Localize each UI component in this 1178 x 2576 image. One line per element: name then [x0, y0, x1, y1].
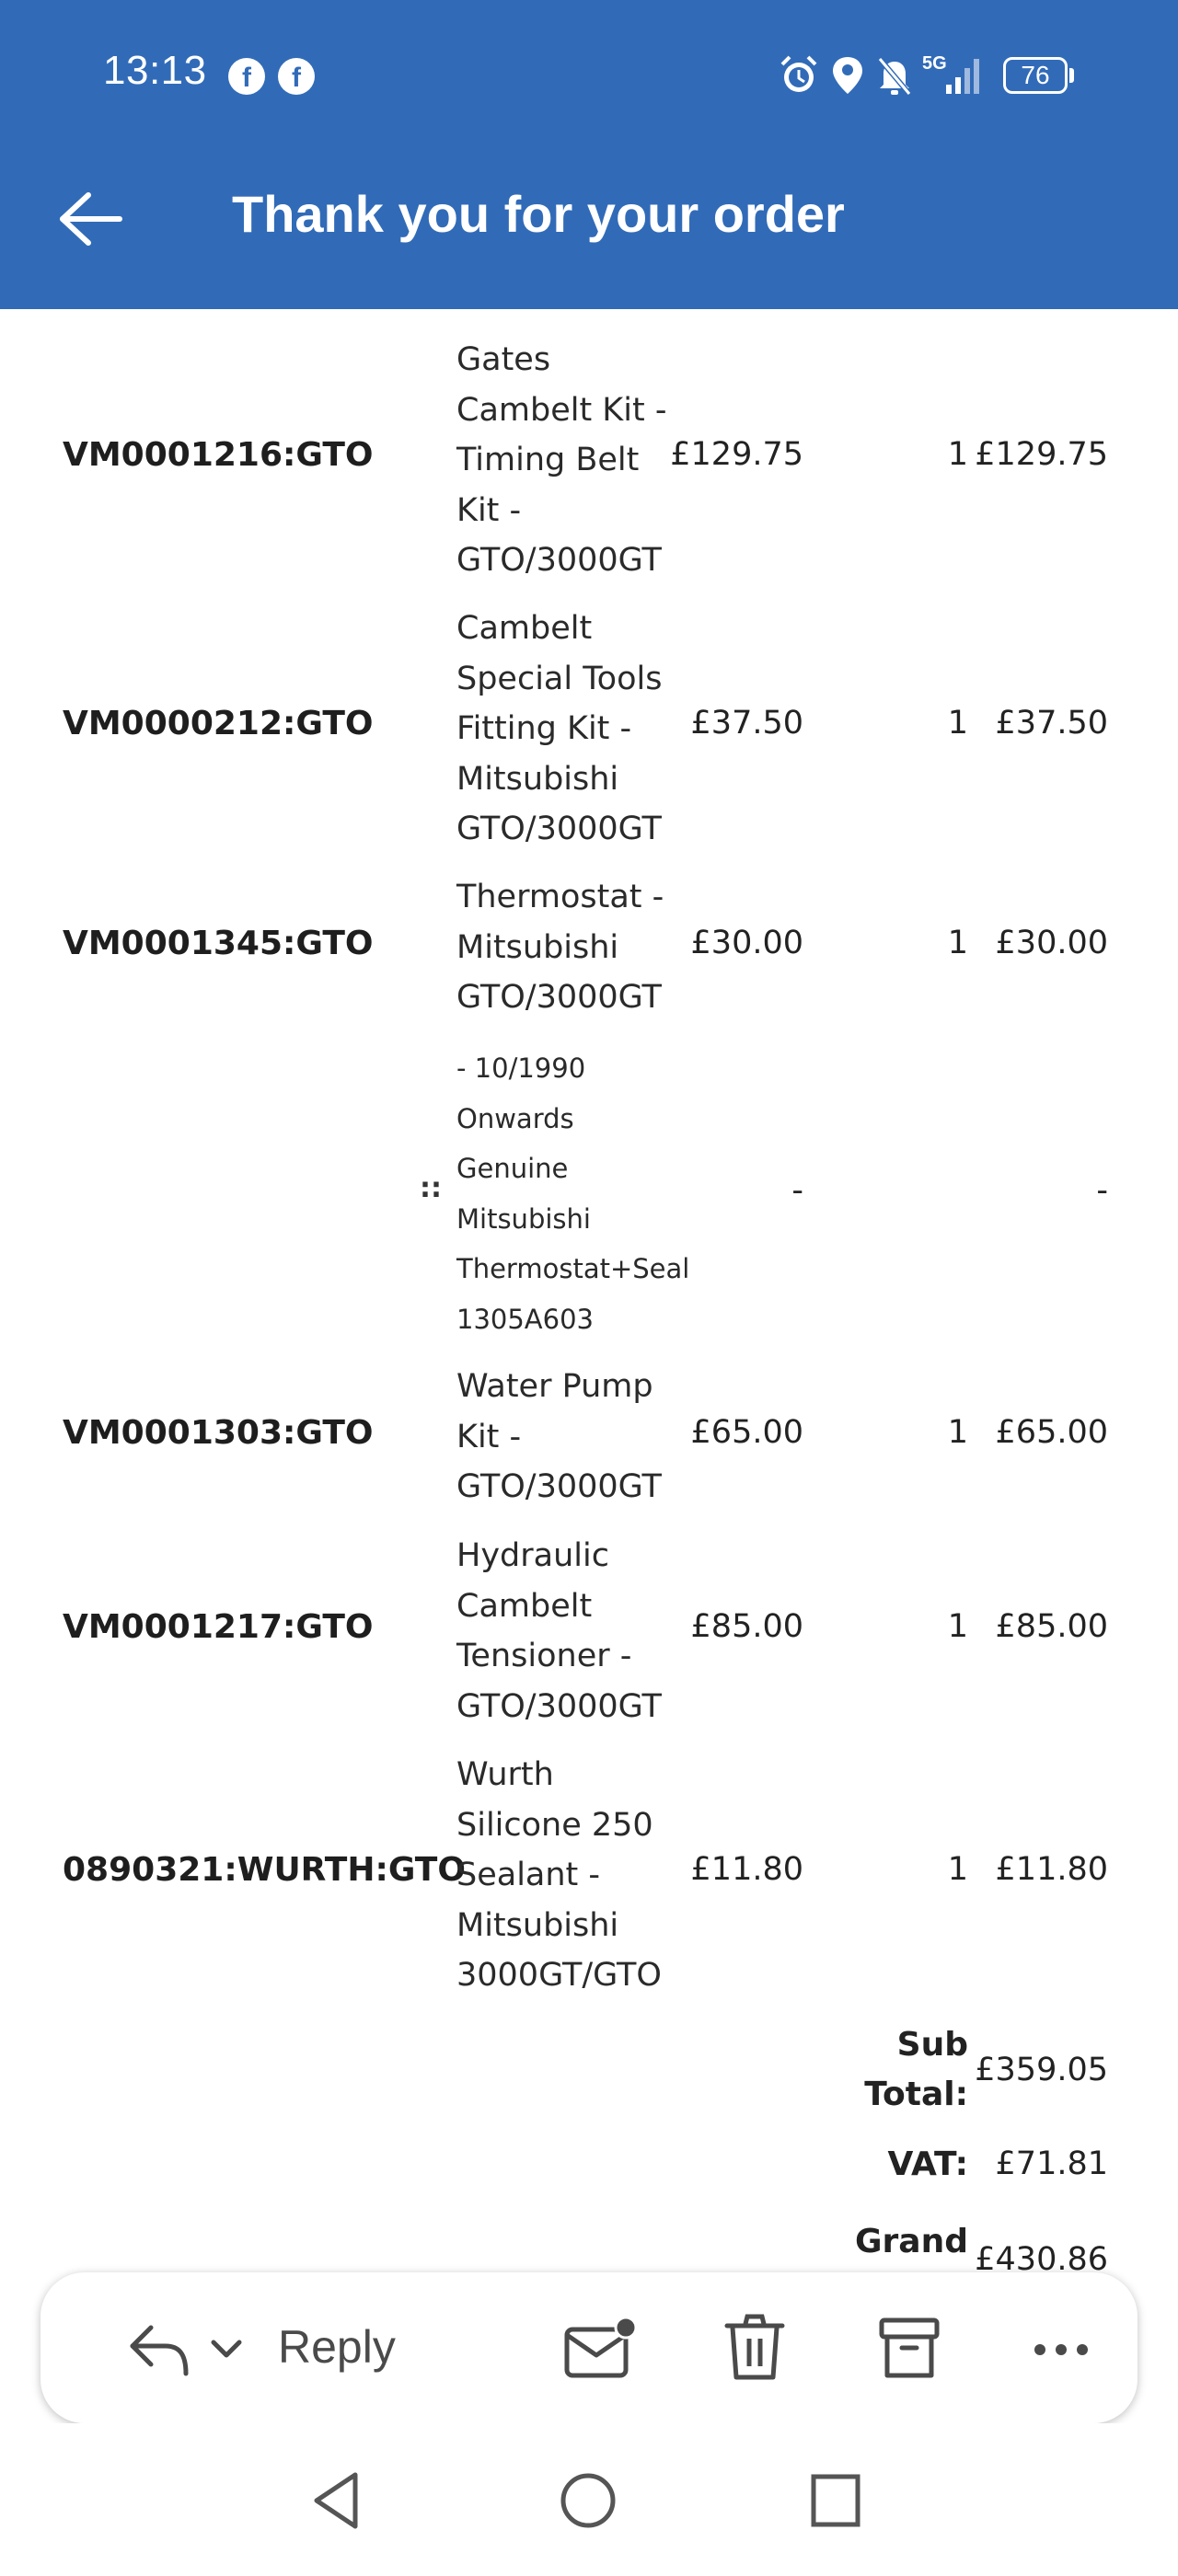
item-description: Gates Cambelt Kit - Timing Belt Kit - GTO/3000GT: [456, 341, 667, 579]
reply-icon: [127, 2322, 191, 2377]
item-price: £11.80: [690, 1851, 803, 1888]
item-total: -: [1096, 1172, 1108, 1209]
item-qty: 1: [947, 1608, 968, 1645]
subtotal-label-line2: Total:: [864, 2076, 968, 2113]
item-qty: 1: [947, 925, 968, 961]
table-row: [0, 335, 1178, 585]
item-qty: 1: [947, 1414, 968, 1451]
chevron-down-icon[interactable]: [208, 2337, 245, 2363]
battery-tip: [1069, 68, 1074, 83]
app-header: [0, 0, 1178, 309]
item-price: £129.75: [670, 436, 803, 473]
home-circle-icon[interactable]: [558, 2469, 618, 2532]
table-row: [0, 604, 1178, 854]
table-row: [0, 872, 1178, 1023]
battery-icon: 76: [1003, 57, 1068, 94]
item-total: £85.00: [995, 1608, 1108, 1645]
item-qty: 1: [947, 705, 968, 742]
system-nav-bar: [0, 2423, 1178, 2576]
subtotal-value: £359.05: [975, 2052, 1108, 2088]
reply-action-bar: [40, 2272, 1138, 2423]
alarm-icon: [779, 53, 819, 98]
item-description: Hydraulic Cambelt Tensioner - GTO/3000GT: [456, 1537, 662, 1725]
item-price: £37.50: [690, 705, 803, 742]
item-price: -: [791, 1172, 803, 1209]
item-total: £30.00: [995, 925, 1108, 961]
facebook-icon: f: [278, 58, 315, 95]
table-row: [0, 1750, 1178, 2000]
back-triangle-icon[interactable]: [307, 2469, 366, 2532]
item-code: VM0001303:GTO: [63, 1414, 374, 1452]
table-row-options: [0, 1043, 1178, 1347]
item-code: VM0000212:GTO: [63, 705, 374, 742]
location-icon: [830, 53, 865, 98]
item-code: VM0001216:GTO: [63, 436, 374, 474]
item-total: £129.75: [975, 436, 1108, 473]
archive-icon[interactable]: [876, 2311, 942, 2385]
item-total: £37.50: [995, 705, 1108, 742]
item-description: Cambelt Special Tools Fitting Kit - Mitsubishi GTO/3000GT: [456, 610, 663, 847]
option-marker: ::: [420, 1172, 442, 1204]
item-option-description: - 10/1990 Onwards Genuine Mitsubishi Thermostat+Seal 1305A603: [456, 1052, 690, 1335]
recents-square-icon[interactable]: [806, 2469, 865, 2532]
mute-icon: [876, 53, 913, 98]
item-description: Water Pump Kit - GTO/3000GT: [456, 1368, 662, 1505]
vat-label: VAT:: [887, 2145, 968, 2183]
reply-label: Reply: [278, 2321, 396, 2373]
item-code: VM0001217:GTO: [63, 1608, 374, 1646]
item-code: VM0001345:GTO: [63, 925, 374, 962]
subtotal-label-line1: Sub: [896, 2026, 968, 2064]
item-qty: 1: [947, 1851, 968, 1888]
network-type-label: 5G: [922, 53, 947, 74]
delete-icon[interactable]: [722, 2311, 788, 2385]
arrow-left-icon: [63, 195, 120, 243]
vat-value: £71.81: [995, 2145, 1108, 2182]
signal-icon: [942, 53, 987, 98]
page-title: Thank you for your order: [232, 185, 845, 243]
order-table: [0, 309, 1178, 2272]
grand-total-label: Grand: [855, 2223, 968, 2260]
back-button[interactable]: [55, 190, 125, 248]
more-icon[interactable]: [1029, 2311, 1093, 2385]
item-price: £65.00: [690, 1414, 803, 1451]
reply-button[interactable]: [87, 2272, 418, 2423]
item-description: Thermostat - Mitsubishi GTO/3000GT: [456, 879, 664, 1016]
table-row: [0, 1531, 1178, 1731]
table-row: [0, 1362, 1178, 1512]
item-total: £65.00: [995, 1414, 1108, 1451]
item-code: 0890321:WURTH:GTO: [63, 1851, 466, 1889]
status-bar: [0, 0, 1178, 155]
item-description: Wurth Silicone 250 Sealant - Mitsubishi 3000GT/GTO: [456, 1756, 662, 1994]
grand-total-value: £430.86: [975, 2241, 1108, 2272]
item-price: £85.00: [690, 1608, 803, 1645]
item-price: £30.00: [690, 925, 803, 961]
status-time: 13:13: [103, 48, 207, 93]
subtotal-label: [864, 2020, 968, 2120]
facebook-icon: f: [228, 58, 265, 95]
item-qty: 1: [947, 436, 968, 473]
mark-unread-icon[interactable]: [561, 2311, 639, 2385]
item-total: £11.80: [995, 1851, 1108, 1888]
